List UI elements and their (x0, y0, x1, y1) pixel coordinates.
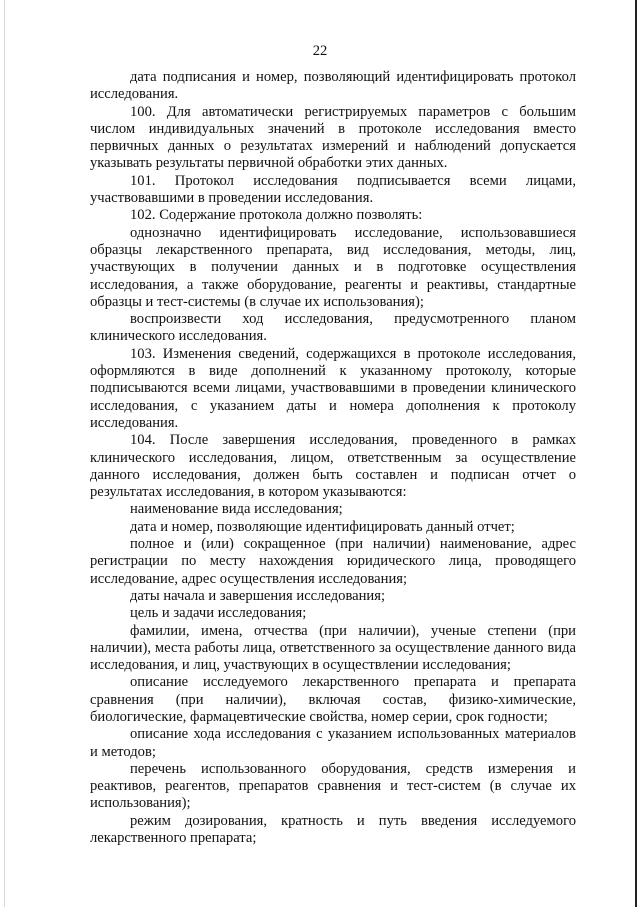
list-item: дата и номер, позволяющие идентифицировать данный отчет; (130, 518, 515, 535)
list-item: описание хода исследования с указанием использованных материалов и методов; (90, 726, 576, 760)
paragraph-104: 104. После завершения исследования, проведенного в рамках клинического исследования, лицом, ответственным за осуществление данного исследования, должен быть составлен и подписан отчет о результатах исследования, в котором указываются: (90, 432, 576, 501)
paragraph-103: 103. Изменения сведений, содержащихся в протоколе исследования, оформляются в виде дополнений к указанному протоколу, которые подписываются всеми лицами, участвовавшими в проведении клинического исследования, с указанием даты и номера дополнения к протоколу исследования. (90, 345, 576, 431)
list-item: полное и (или) сокращенное (при наличии) наименование, адрес регистрации по месту нахождения юридического лица, проводящего исследование, адрес осуществления исследования; (90, 536, 576, 587)
paragraph-101: 101. Протокол исследования подписывается всеми лицами, участвовавшими в проведении исследования. (90, 172, 576, 207)
page-number: 22 (312, 43, 328, 59)
paragraph-102: 102. Содержание протокола должно позволять: (130, 207, 423, 224)
list-item: перечень использованного оборудования, средств измерения и реактивов, реагентов, препаратов сравнения и тест-систем (в случае их использования); (90, 760, 576, 812)
list-item: цель и задачи исследования; (130, 605, 307, 622)
scan-right-edge (635, 0, 637, 907)
paragraph-continuation: дата подписания и номер, позволяющий идентифицировать протокол исследования. (90, 69, 576, 103)
paragraph-100: 100. Для автоматически регистрируемых параметров с большим числом индивидуальных значений в протоколе исследования вместо первичных данных о результатах измерений и наблюдений допускается указывать результаты первичной обработки этих данных. (90, 103, 576, 172)
document-body (90, 69, 576, 847)
list-item: описание исследуемого лекарственного препарата и препарата сравнения (при наличии), включая состав, физико-химические, биологические, фармацевтические свойства, номер серии, срок годности; (90, 674, 576, 725)
list-item: даты начала и завершения исследования; (130, 587, 386, 604)
list-item: фамилии, имена, отчества (при наличии), ученые степени (при наличии), места работы лица, ответственного за осуществление данного вида исследования, и лиц, участвующих в осуществлении исследования; (90, 622, 576, 674)
list-item: наименование вида исследования; (130, 501, 343, 518)
list-item: однозначно идентифицировать исследование, использовавшиеся образцы лекарственного препарата, вид исследования, методы, лиц, участвующих в получении данных и в подготовке осуществления исследования, а также оборудование, реагенты и реактивы, стандартные образцы и тест-системы (в случае их использования); (90, 224, 576, 310)
scan-left-edge (4, 0, 5, 907)
list-item: режим дозирования, кратность и путь введения исследуемого лекарственного препарата; (90, 812, 576, 847)
list-item: воспроизвести ход исследования, предусмотренного планом клинического исследования. (90, 311, 576, 345)
